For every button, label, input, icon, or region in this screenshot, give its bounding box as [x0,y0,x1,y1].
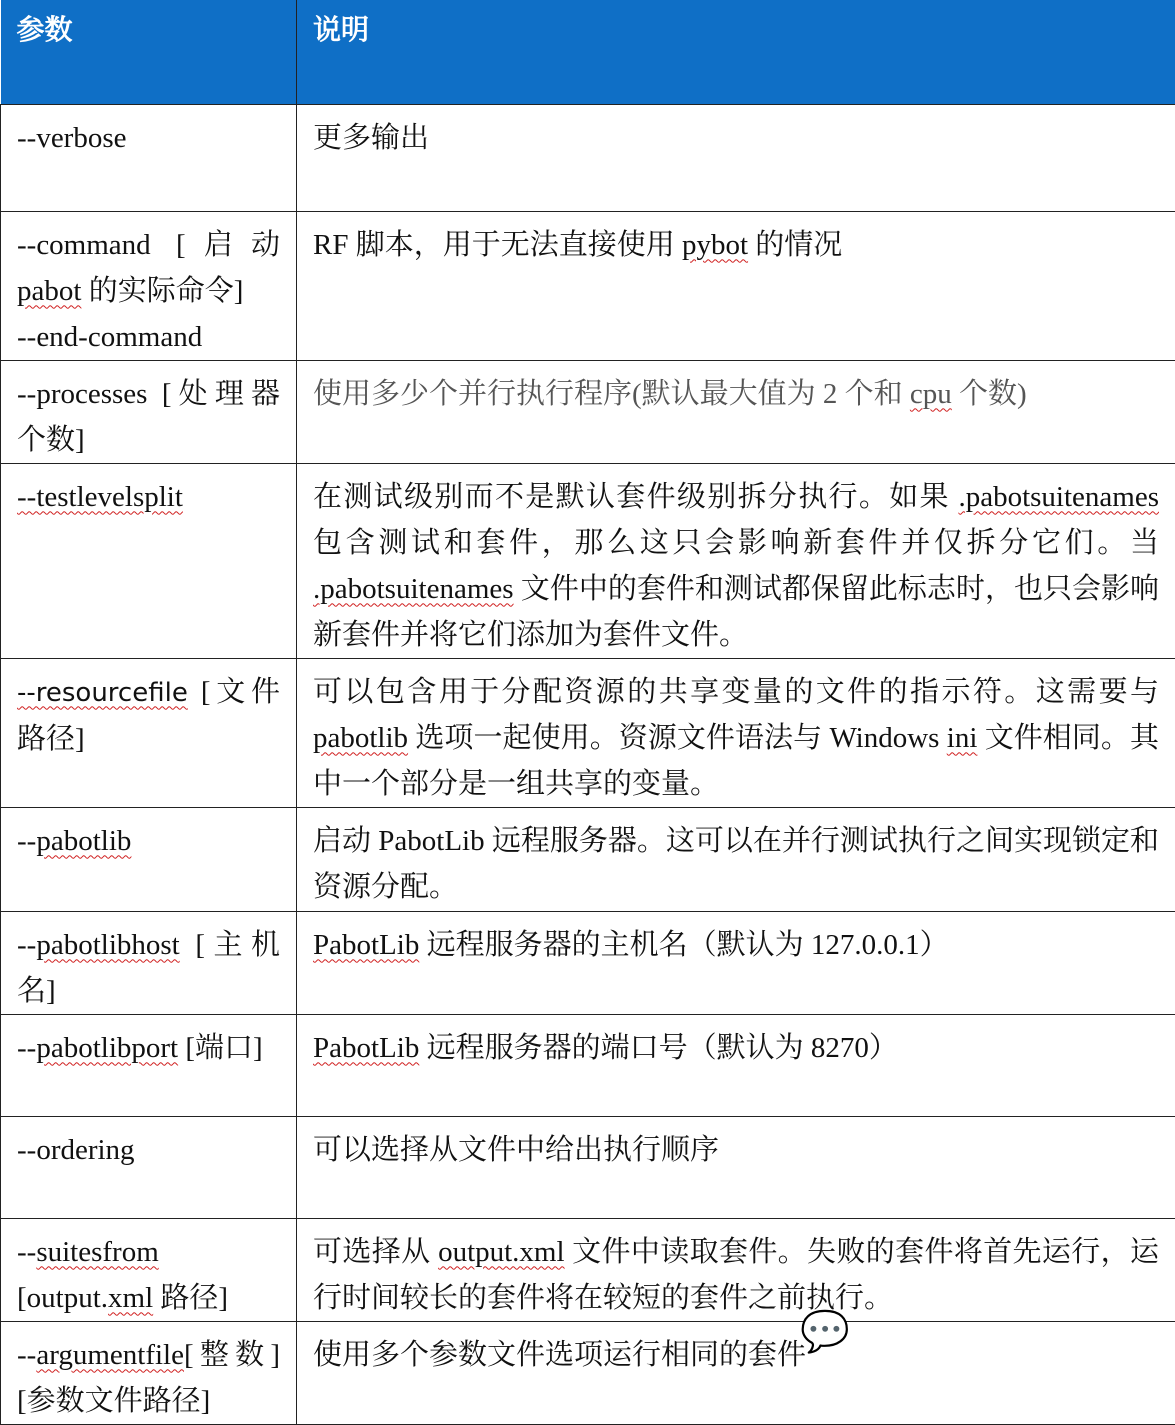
table-row [1,104,1175,211]
param-cell: --pabotlibport [端口] [1,1014,297,1116]
param-cell: --processes [处理器个数] [1,360,297,463]
table-row [1,360,1175,463]
param-cell: --verbose [1,104,297,211]
desc-cell: 更多输出 [297,104,1175,211]
desc-cell: 使用多个参数文件选项运行相同的套件 [297,1321,1175,1424]
header-desc: 说明 [297,0,1175,104]
param-cell: --suitesfrom [output.xml 路径] [1,1218,297,1321]
header-param: 参数 [1,0,297,104]
desc-cell: 可选择从 output.xml 文件中读取套件。失败的套件将首先运行，运行时间较长的套件将在较短的套件之前执行。 [297,1218,1175,1321]
table-row [1,807,1175,911]
table-row [1,1321,1175,1424]
table-header-row [1,0,1175,104]
param-cell: --testlevelsplit [1,463,297,658]
param-cell: --pabotlibhost [主机名] [1,911,297,1014]
param-cell: --command [启动 pabot 的实际命令] --end-command [1,211,297,360]
chat-bubble-watermark-icon: 💬 [800,1308,850,1355]
table-row [1,1218,1175,1321]
param-cell: --pabotlib [1,807,297,911]
table-row [1,1116,1175,1218]
table-row [1,463,1175,658]
table-row [1,658,1175,807]
desc-cell: PabotLib 远程服务器的端口号（默认为 8270） [297,1014,1175,1116]
param-cell: --ordering [1,1116,297,1218]
param-cell: --argumentfile[整数][参数文件路径] [1,1321,297,1424]
desc-cell: 可以包含用于分配资源的共享变量的文件的指示符。这需要与 pabotlib 选项一起使用。资源文件语法与 Windows ini 文件相同。其中一个部分是一组共享的变量。 [297,658,1175,807]
desc-cell: 在测试级别而不是默认套件级别拆分执行。如果 .pabotsuitenames 包含测试和套件，那么这只会影响新套件并仅拆分它们。当 .pabotsuitenames 文件中的套件和测试都保留此标志时，也只会影响新套件并将它们添加为套件文件。 [297,463,1175,658]
desc-cell: 可以选择从文件中给出执行顺序 [297,1116,1175,1218]
desc-cell: 使用多少个并行执行程序(默认最大值为 2 个和 cpu 个数) [297,360,1175,463]
desc-cell: RF 脚本，用于无法直接使用 pybot 的情况 [297,211,1175,360]
desc-cell: 启动 PabotLib 远程服务器。这可以在并行测试执行之间实现锁定和资源分配。 [297,807,1175,911]
table-row [1,1014,1175,1116]
table-row [1,211,1175,360]
table-row [1,911,1175,1014]
desc-cell: PabotLib 远程服务器的主机名（默认为 127.0.0.1） [297,911,1175,1014]
param-cell: --resourcefile [文件路径] [1,658,297,807]
